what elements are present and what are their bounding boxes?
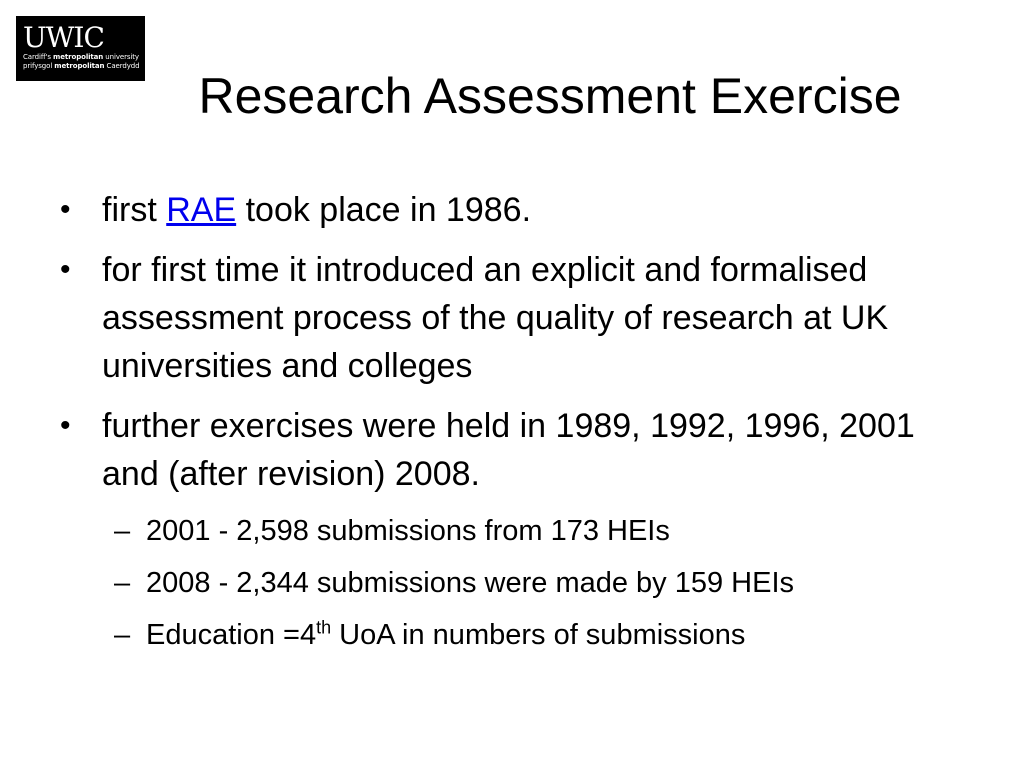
- bullet-marker: •: [60, 193, 71, 226]
- bullet-explicit-assessment: • for first time it introduced an explicit and formalised assessment process of the quality of research at UK universities and colleges: [60, 246, 960, 390]
- sub-bullet-marker: –: [114, 567, 131, 599]
- logo-wordmark: UWIC: [23, 21, 104, 54]
- uwic-logo: [16, 16, 145, 81]
- sub-bullet-marker: –: [114, 515, 131, 547]
- slide-title: Research Assessment Exercise: [198, 68, 902, 124]
- slide-body: [60, 186, 960, 668]
- logo-tagline-english: Cardiff's metropolitan university: [23, 53, 139, 61]
- sub-bullet-marker: –: [114, 619, 131, 651]
- bullet-further-exercises: • further exercises were held in 1989, 1992, 1996, 2001 and (after revision) 2008.: [60, 402, 960, 498]
- bullet-first-rae: • first RAE took place in 1986.: [60, 186, 960, 234]
- subbullet-education-uoa: – Education =4th UoA in numbers of submissions: [60, 616, 960, 654]
- rae-link[interactable]: RAE: [166, 191, 237, 229]
- subbullet-2008-submissions: – 2008 - 2,344 submissions were made by 159 HEIs: [60, 564, 960, 602]
- subbullet-2001-submissions: – 2001 - 2,598 submissions from 173 HEIs: [60, 512, 960, 550]
- bullet-marker: •: [60, 409, 71, 442]
- bullet-marker: •: [60, 253, 71, 286]
- logo-tagline-welsh: prifysgol metropolitan Caerdydd: [23, 62, 140, 70]
